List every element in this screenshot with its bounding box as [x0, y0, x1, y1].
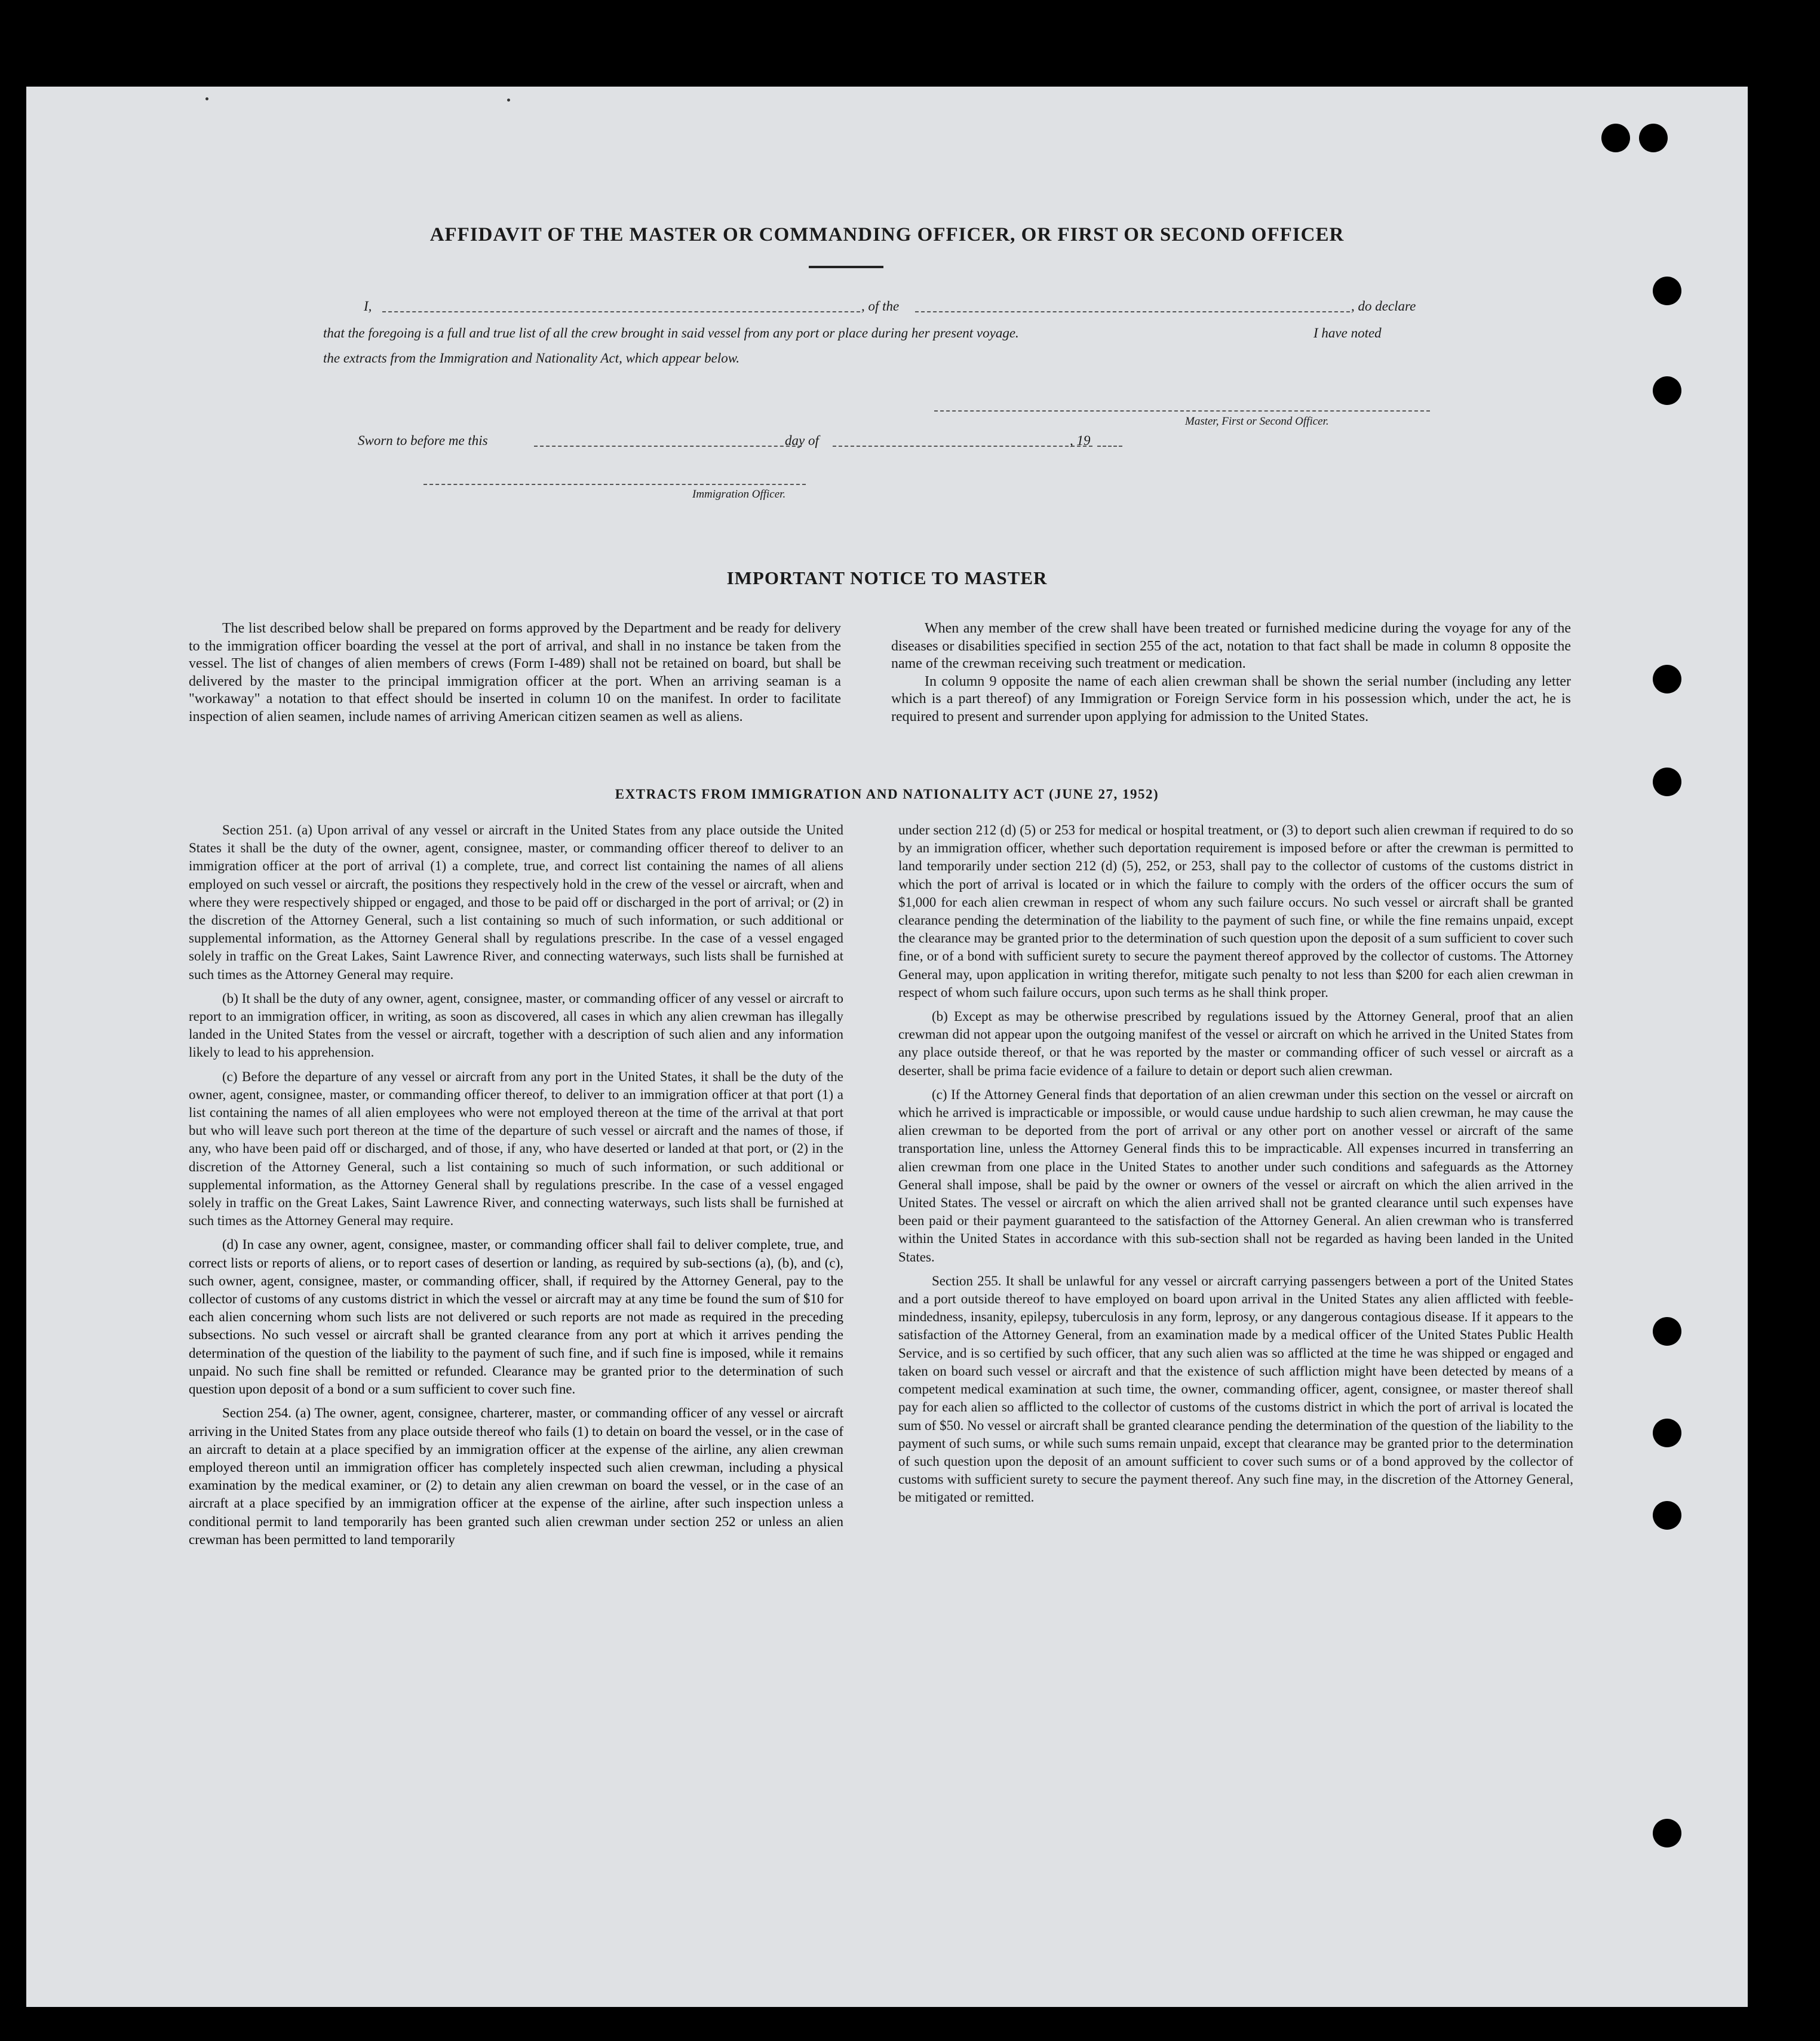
binder-hole — [1653, 1501, 1681, 1530]
binder-hole — [1653, 1419, 1681, 1447]
binder-hole — [1653, 376, 1681, 405]
binder-hole — [1653, 1317, 1681, 1346]
speck — [205, 97, 208, 100]
section-paragraph: Section 254. (a) The owner, agent, consignee, charterer, master, or commanding officer of any vessel or aircraft arriving in the United States from any place outside thereof who fails (1) to detain on board the vessel, or in the case of an aircraft to detain at a place specified by an immigration officer at the expense of the airline, any alien crewman employed thereon until an immigration officer has completely inspected such alien crewman, including a physical examination by the medical examiner, or (2) to detain any alien crewman on board the vessel, or in the case of an aircraft at a place specified by an immigration officer at the expense of the airline, after such inspection unless a conditional permit to land temporarily has been granted such alien crewman under section 252 or unless an alien crewman has been permitted to land temporarily — [189, 1405, 844, 1547]
sworn-label: Sworn to before me this — [358, 433, 488, 448]
master-signature-line — [934, 410, 1430, 412]
binder-hole — [1601, 124, 1630, 152]
extracts-title: EXTRACTS FROM IMMIGRATION AND NATIONALITY ACT (JUNE 27, 1952) — [615, 787, 1159, 802]
binder-hole — [1653, 1819, 1681, 1847]
notice-right-paragraph: In column 9 opposite the name of each alien crewman shall be shown the serial number (including any letter which is a part thereof) of any Immigration or Foreign Service form in his possession which, under the act, he is required to present and surrender upon applying for admission to the United States. — [891, 673, 1571, 725]
declaration-line: that the foregoing is a full and true list of all the crew brought in said vessel from any port or place during her present voyage. — [323, 326, 1019, 340]
notice-right-column — [891, 620, 1571, 726]
extracts-left-column — [189, 821, 843, 1549]
immigration-officer-caption: Immigration Officer. — [692, 488, 786, 501]
sworn-day-line — [534, 446, 802, 447]
month-line — [833, 446, 1092, 447]
binder-hole — [1653, 277, 1681, 305]
section-paragraph: (c) Before the departure of any vessel or aircraft from any port in the United States, it shall be the duty of the owner, agent, consignee, master, or commanding officer thereof, to deliver to an immigration officer at that port (1) a list containing the names of all alien employees who were not employed thereon at the time of the arrival at that port but who will leave such port thereon at the time of the departure of such vessel or aircraft and the names of those, if any, who have been paid off or discharged, and of those, if any, who have deserted or landed at that port, or (2) in the discretion of the Attorney General, such a list containing so much of such information, or such additional or supplemental information, as the Attorney General shall by regulations prescribe. In the case of a vessel engaged solely in traffic on the Great Lakes, Saint Lawrence River, and connecting waterways, such lists shall be furnished at such times as the Attorney General may require. — [189, 1069, 843, 1229]
immigration-officer-line — [423, 484, 806, 485]
do-declare-label: , do declare — [1351, 299, 1416, 314]
section-paragraph: (b) It shall be the duty of any owner, agent, consignee, master, or commanding officer of any vessel or aircraft to report to an immigration officer, in writing, as soon as discovered, all cases in which any alien crewman has illegally landed in the United States from the vessel or aircraft, together with a description of such alien and any information likely to lead to his apprehension. — [189, 990, 843, 1060]
year-label: , 19 — [1070, 433, 1091, 448]
title-rule — [809, 266, 883, 268]
affidavit-title: AFFIDAVIT OF THE MASTER OR COMMANDING OFFICER, OR FIRST OR SECOND OFFICER — [429, 224, 1345, 245]
section-paragraph: (d) In case any owner, agent, consignee, master, or commanding officer shall fail to deliver complete, true, and correct lists or reports of aliens, or to report cases of desertion or landing, as required by sub-sections (a), (b), and (c), such owner, agent, consignee, master, or commanding officer, shall, if required by the Attorney General, pay to the collector of customs of any customs district in which the vessel or aircraft may at any time be found the sum of $10 for each alien concerning whom such lists are not delivered or such reports are not made as required in the preceding subsections. No such vessel or aircraft shall be granted clearance from any port at which it arrives pending the determination of the question of the liability to the payment of such fine, and if such fine is imposed, while it remains unpaid. No such fine shall be remitted or refunded. Clearance may be granted prior to the determination of such question upon deposit of a bond or a sum sufficient to cover such fine. — [189, 1237, 843, 1397]
binder-hole — [1639, 124, 1668, 152]
day-of-label: day of — [785, 433, 819, 448]
notice-right-paragraph: When any member of the crew shall have been treated or furnished medicine during the voyage for any of the diseases or disabilities specified in section 255 of the act, notation to that fact shall be made in column 8 opposite the name of the crewman receiving such treatment or medication. — [891, 621, 1571, 671]
extracts-right-column — [898, 821, 1573, 1507]
binder-hole — [1653, 665, 1681, 693]
notice-left-column — [189, 620, 841, 726]
section-paragraph: Section 251. (a) Upon arrival of any vessel or aircraft in the United States from any place outside the United States it shall be the duty of the owner, agent, consignee, master, or commanding officer thereof to deliver to an immigration officer at the port of arrival (1) a complete, true, and correct list containing the names of all aliens employed on such vessel or aircraft, the positions they respectively hold in the crew of the vessel or aircraft, when and where they were respectively shipped or engaged, and those to be paid off or discharged in the port of arrival; or (2) in the discretion of the Attorney General, such a list containing so much of such information, or such additional or supplemental information, as the Attorney General shall by regulations prescribe. In the case of a vessel engaged solely in traffic on the Great Lakes, Saint Lawrence River, and connecting waterways, such lists shall be furnished at such times as the Attorney General may require. — [189, 822, 843, 982]
section-paragraph: (c) If the Attorney General finds that deportation of an alien crewman under this section on the vessel or aircraft on which he arrived is impracticable or impossible, or would cause undue hardship to such alien crewman, he may cause the alien crewman to be deported from the port of arrival or any other port on another vessel or aircraft of the same transportation line, unless the Attorney General finds this to be impracticable. All expenses incurred in transferring an alien crewman from one place in the United States to another under such conditions and safeguards as the Attorney General shall impose, shall be paid by the owner or owners of the vessel or aircraft on which the alien arrived in the United States. The vessel or aircraft on which the alien arrived shall not be granted clearance until such expenses have been paid or their payment guaranteed to the satisfaction of the Attorney General. An alien crewman who is transferred within the United States in accordance with this sub-section shall not be regarded as having been landed in the United States. — [898, 1087, 1573, 1265]
section-paragraph: Section 255. It shall be unlawful for any vessel or aircraft carrying passengers between a port of the United States and a port outside thereof to have employed on board upon arrival in the United States any alien afflicted with feeble-mindedness, insanity, epilepsy, tuberculosis in any form, leprosy, or any dangerous contagious disease. If it appears to the satisfaction of the Attorney General, from an examination made by a medical officer of the United States Public Health Service, and is so certified by such officer, that any such alien was so afflicted at the time he was shipped or engaged and taken on board such vessel or aircraft and that the existence of such affliction might have been detected by means of a competent medical examination at such time, the owner, commanding officer, agent, consignee, or master thereof shall pay for each alien so afflicted to the collector of customs of the customs district in which the port of arrival is located the sum of $50. No vessel or aircraft shall be granted clearance pending the determination of the question of the liability to the payment of such sums, or while such sums remain unpaid, except that clearance may be granted prior to the determination of such question upon the deposit of an amount sufficient to cover such sums or of a bond approved by the collector of customs with sufficient surety to secure the payment thereof. Any such fine may, in the discretion of the Attorney General, be mitigated or remitted. — [898, 1273, 1573, 1505]
section-paragraph: (b) Except as may be otherwise prescribed by regulations issued by the Attorney General, proof that an alien crewman did not appear upon the outgoing manifest of the vessel or aircraft on which he arrived in the United States from any place outside thereof, or that he was reported by the master or commanding officer of such vessel or aircraft as a deserter, shall be prima facie evidence of a failure to detain or deport such alien crewman. — [898, 1009, 1573, 1078]
notice-left-paragraph: The list described below shall be prepared on forms approved by the Department and be ready for delivery to the immigration officer boarding the vessel at the port of arrival, and shall in no instance be taken from the vessel. The list of changes of alien members of crews (Form I-489) shall not be retained on board, but shall be delivered by the master to the principal immigration officer at the port. When an arriving seaman is a "workaway" a notation to that effect should be inserted in column 10 on the manifest. In order to facilitate inspection of alien seamen, include names of arriving American citizen seamen as well as aliens. — [189, 621, 841, 725]
i-label: I, — [364, 299, 372, 314]
name-line — [382, 311, 860, 312]
master-signature-caption: Master, First or Second Officer. — [1185, 415, 1329, 428]
speck — [507, 99, 510, 102]
section-paragraph: under section 212 (d) (5) or 253 for medical or hospital treatment, or (3) to deport such alien crewman if required to do so by an immigration officer, whether such deportation requirement is imposed before or after the crewman is permitted to land temporarily under section 212 (d) (5), 252, or 253, shall pay to the collector of customs of the customs district in which the port of arrival is located or in which the failure to comply with the orders of the officer occurs the sum of $1,000 for each alien crewman in respect of whom any such failure occurs. No such vessel or aircraft shall be granted clearance pending the determination of the liability to the payment of such fine, or while the fine remains unpaid, except the clearance may be granted prior to the determination of such question upon the deposit of a sum sufficient to cover such fine, or of a bond with sufficient surety to secure the payment thereof approved by the collector of customs. The Attorney General may, upon application in writing therefor, mitigate such penalty to not less than $200 for each alien crewman in respect of whom such failure occurs, upon such terms as he shall think proper. — [898, 822, 1573, 1000]
year-line — [1097, 446, 1122, 447]
declaration-line-2: the extracts from the Immigration and Nationality Act, which appear below. — [323, 351, 740, 366]
declaration-line-end: I have noted — [1313, 326, 1382, 340]
of-the-label: , of the — [861, 299, 900, 314]
vessel-line — [915, 311, 1350, 312]
document-page — [26, 87, 1748, 2007]
notice-title: IMPORTANT NOTICE TO MASTER — [726, 567, 1048, 588]
